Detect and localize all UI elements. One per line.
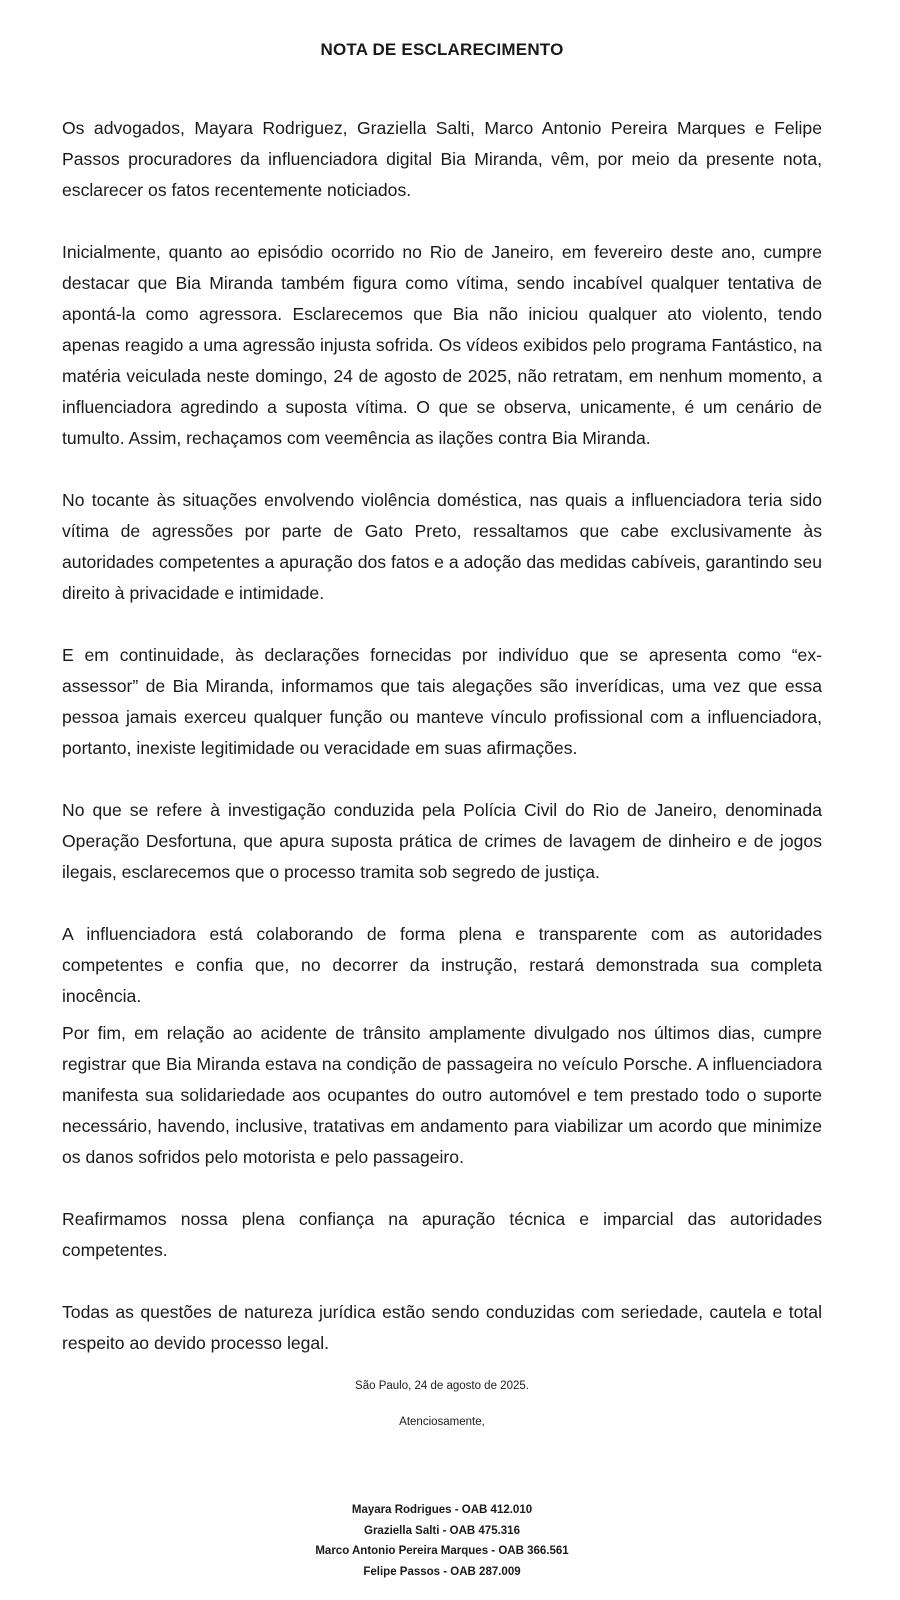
signature-line: Marco Antonio Pereira Marques - OAB 366.561 xyxy=(315,1545,569,1557)
paragraph-intro: Os advogados, Mayara Rodriguez, Graziella Salti, Marco Antonio Pereira Marques e Felipe Passos procuradores da influenciadora digital Bia Miranda, vêm, por meio da presente nota, esclarecer os fatos recentemente noticiados. xyxy=(62,118,822,200)
paragraph-collaboration: A influenciadora está colaborando de forma plena e transparente com as autoridades competentes e confia que, no decorrer da instrução, restará demonstrada sua completa inocência. xyxy=(62,924,822,1006)
closing-salutation: Atenciosamente, xyxy=(399,1416,485,1428)
document-title: NOTA DE ESCLARECIMENTO xyxy=(320,40,564,59)
signature-line: Graziella Salti - OAB 475.316 xyxy=(364,1524,520,1537)
signature-block xyxy=(62,1500,822,1582)
signature-line: Mayara Rodrigues - OAB 412.010 xyxy=(351,1504,533,1516)
document-date: São Paulo, 24 de agosto de 2025. xyxy=(355,1380,529,1392)
paragraph-domestic-violence: No tocante às situações envolvendo violência doméstica, nas quais a influenciadora teria sido vítima de agressões por parte de Gato Preto, ressaltamos que cabe exclusivamente às autoridades competentes a apuração dos fatos e a adoção das medidas cabíveis, garantindo seu direito à privacidade e intimidade. xyxy=(62,490,822,603)
paragraph-traffic-accident: Por fim, em relação ao acidente de trânsito amplamente divulgado nos últimos dias, cumpre registrar que Bia Miranda estava na condição de passageira no veículo Porsche. A influenciadora manifesta sua solidariedade aos ocupantes do outro automóvel e tem prestado todo o suporte necessário, havendo, inclusive, tratativas em andamento para viabilizar um acordo que minimize os danos sofridos pelo motorista e pelo passageiro. xyxy=(62,1023,822,1167)
paragraph-legal-process: Todas as questões de natureza jurídica estão sendo conduzidas com seriedade, cautela e total respeito ao devido processo legal. xyxy=(62,1302,822,1353)
paragraph-rio-episode: Inicialmente, quanto ao episódio ocorrido no Rio de Janeiro, em fevereiro deste ano, cumpre destacar que Bia Miranda também figura como vítima, sendo incabível qualquer tentativa de apontá-la como agressora. Esclarecemos que Bia não iniciou qualquer ato violento, tendo apenas reagido a uma agressão injusta sofrida. Os vídeos exibidos pelo programa Fantástico, na matéria veiculada neste domingo, 24 de agosto de 2025, não retratam, em nenhum momento, a influenciadora agredindo a suposta vítima. O que se observa, unicamente, é um cenário de tumulto. Assim, rechaçamos com veemência as ilações contra Bia Miranda. xyxy=(62,242,822,448)
paragraph-investigation: No que se refere à investigação conduzida pela Polícia Civil do Rio de Janeiro, denominada Operação Desfortuna, que apura suposta prática de crimes de lavagem de dinheiro e de jogos ilegais, esclarecemos que o processo tramita sob segredo de justiça. xyxy=(62,800,822,882)
paragraph-confidence: Reafirmamos nossa plena confiança na apuração técnica e imparcial das autoridades competentes. xyxy=(62,1209,822,1260)
signature-line: Felipe Passos - OAB 287.009 xyxy=(363,1565,521,1578)
paragraph-ex-assessor: E em continuidade, às declarações fornecidas por indivíduo que se apresenta como “ex-assessor” de Bia Miranda, informamos que tais alegações são inverídicas, uma vez que essa pessoa jamais exerceu qualquer função ou manteve vínculo profissional com a influenciadora, portanto, inexiste legitimidade ou veracidade em suas afirmações. xyxy=(62,645,822,758)
